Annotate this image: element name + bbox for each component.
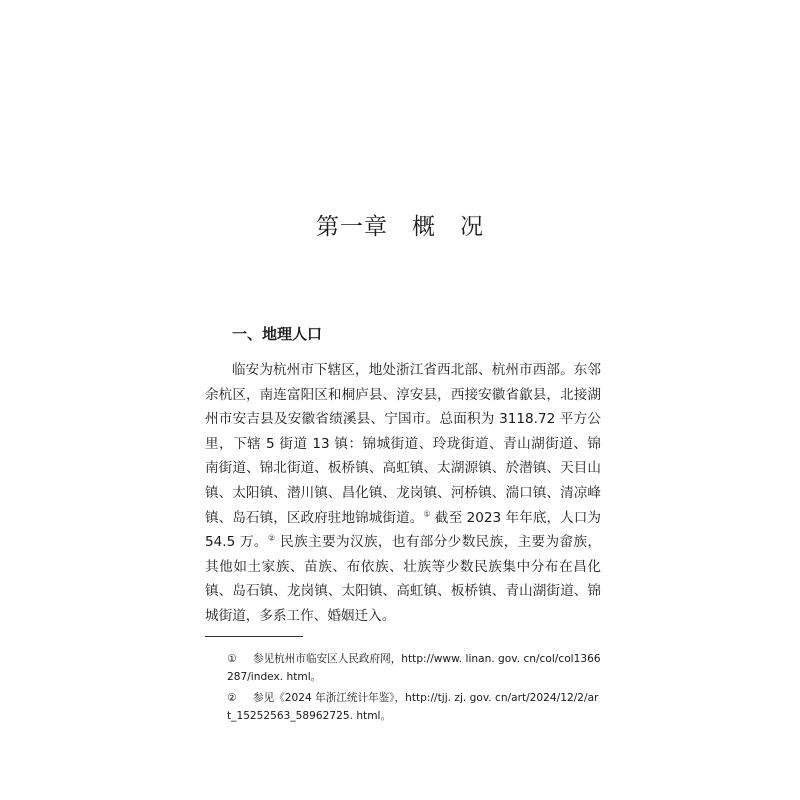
footnote-1 [205,651,601,686]
body-text-part-3: 民族主要为汉族，也有部分少数民族，主要为畲族，其他如土家族、苗族、布依族、壮族等少数民族集中分布在昌化镇、岛石镇、龙岗镇、太阳镇、高虹镇、板桥镇、青山湖街道、锦城街道，多系工作、婚姻迁入。 [205,534,602,624]
footnote-number: ② [227,692,237,704]
footnote-text: 参见《2024 年浙江统计年鉴》，http://tjj. zj. gov. cn/art/2024/12/2/art_15252563_58962725. html。 [227,692,599,722]
footnote-2 [205,690,601,725]
footnote-divider [205,636,303,637]
footnote-ref-1[interactable]: ① [423,509,431,519]
body-paragraph [205,358,601,629]
body-text-part-2: 截至 2023 年年底，人口为 54.5 万。 [205,509,602,551]
footnote-ref-2[interactable]: ② [267,533,276,543]
footnotes-section [205,651,601,729]
footnote-number: ① [227,653,237,665]
body-text-part-1: 临安为杭州市下辖区，地处浙江省西北部、杭州市西部。东邻余杭区，南连富阳区和桐庐县、淳安县，西接安徽省歙县，北接湖州市安吉县及安徽省绩溪县、宁国市。总面积为 3118.72 平方公里，下辖 5 街道 13 镇：锦城街道、玲珑街道、青山湖街道、锦南街道、锦北街道、板桥镇、高虹镇、太湖源镇、於潜镇、天目山镇、太阳镇、潜川镇、昌化镇、龙岗镇、河桥镇、湍口镇、清凉峰镇、岛石镇，区政府驻地锦城街道。 [205,362,601,526]
section-title: 一、地理人口 [232,325,323,343]
footnote-text: 参见杭州市临安区人民政府网，http://www. linan. gov. cn/col/col1366287/index. html。 [227,653,601,683]
chapter-title: 第一章 概 况 [316,214,484,240]
